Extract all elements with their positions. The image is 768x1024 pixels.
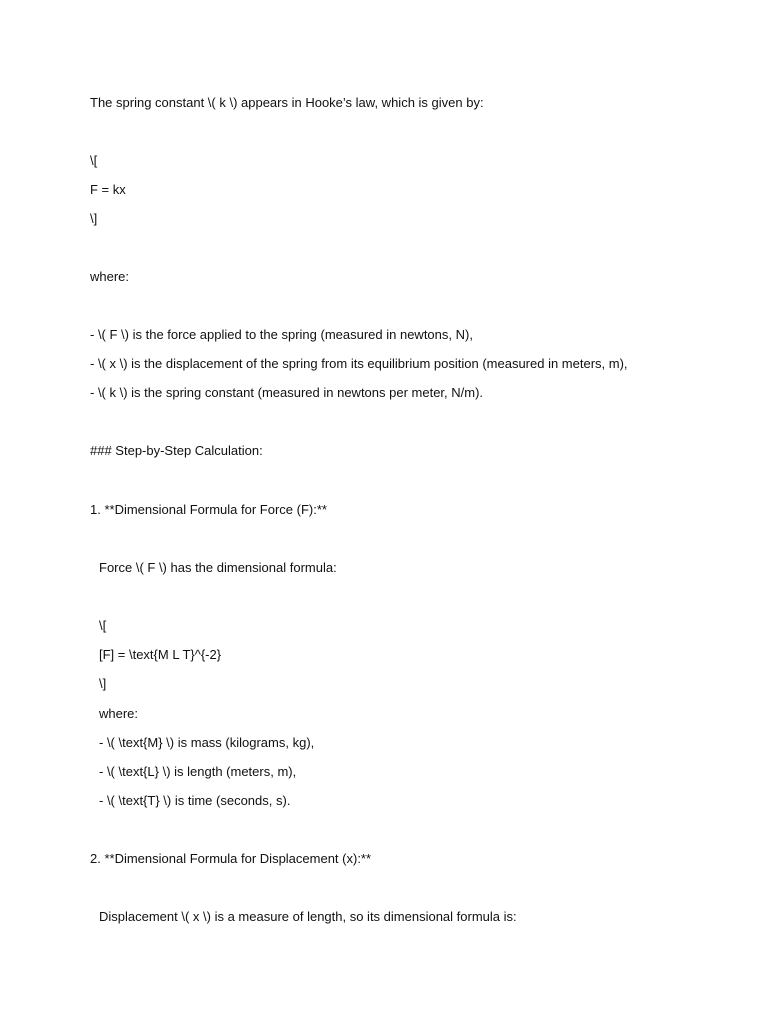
step-2-heading: 2. **Dimensional Formula for Displacement (x):** [90, 851, 372, 866]
where-label: where: [90, 269, 130, 284]
force-formula-intro: Force \( F \) has the dimensional formula: [99, 560, 337, 575]
time-definition: - \( \text{T} \) is time (seconds, s). [99, 793, 291, 808]
displacement-formula-intro: Displacement \( x \) is a measure of length, so its dimensional formula is: [99, 909, 517, 924]
force-equation-open: \[ [99, 618, 107, 633]
definition-force: - \( F \) is the force applied to the spring (measured in newtons, N), [90, 327, 473, 342]
intro-text: The spring constant \( k \) appears in Hooke’s law, which is given by: [90, 95, 484, 110]
definition-displacement: - \( x \) is the displacement of the spring from its equilibrium position (measured in meters, m), [90, 356, 628, 371]
section-heading: ### Step-by-Step Calculation: [90, 443, 263, 458]
length-definition: - \( \text{L} \) is length (meters, m), [99, 764, 297, 779]
force-where-label: where: [99, 706, 139, 721]
force-equation-close: \] [99, 676, 107, 691]
equation-open: \[ [90, 153, 98, 168]
equation-close: \] [90, 211, 98, 226]
definition-spring-constant: - \( k \) is the spring constant (measured in newtons per meter, N/m). [90, 385, 484, 400]
equation-hookes-law: F = kx [90, 182, 126, 197]
force-equation: [F] = \text{M L T}^{-2} [99, 647, 222, 662]
step-1-heading: 1. **Dimensional Formula for Force (F):** [90, 502, 327, 517]
mass-definition: - \( \text{M} \) is mass (kilograms, kg), [99, 735, 315, 750]
